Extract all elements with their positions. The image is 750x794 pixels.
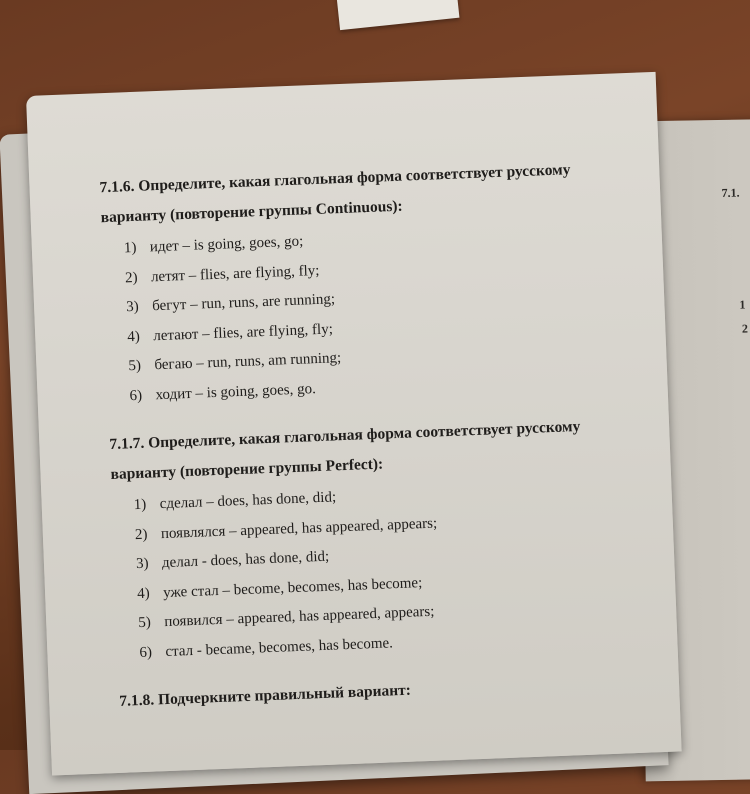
right-page-fragment: 7.1. [721, 185, 740, 200]
right-page-fragment: 1 [739, 297, 746, 312]
item-number: 5) [128, 357, 142, 375]
item-text: летают – flies, are flying, fly; [152, 320, 334, 344]
item-text: идет – is going, goes, go; [149, 233, 304, 256]
item-number: 4) [136, 585, 150, 602]
item-number: 6) [129, 387, 143, 404]
exercise-title: 7.1.6. Определите, какая глагольная форма соответствует русскому [99, 161, 571, 197]
item-number: 3) [135, 555, 149, 573]
exercise-title-cont: варианту (повторение группы Continuous): [100, 197, 403, 227]
item-text: уже стал – become, becomes, has become; [162, 574, 423, 601]
right-page-fragment: 2 [741, 321, 749, 336]
textbook-page [26, 72, 682, 776]
item-number: 1) [123, 239, 137, 257]
exercise-7-1-8 [119, 665, 680, 716]
exercise-title: 7.1.7. Определите, какая глагольная форма соответствует русскому [109, 417, 581, 454]
exercise-list [101, 214, 667, 412]
item-text: стал - became, becomes, has become. [165, 634, 394, 660]
item-number: 2) [134, 526, 148, 543]
item-number: 5) [138, 614, 152, 632]
exercise-title: 7.1.8. Подчеркните правильный вариант: [118, 681, 412, 710]
item-number: 1) [133, 496, 147, 514]
item-text: ходит – is going, goes, go. [155, 380, 317, 403]
exercise-7-1-7 [109, 409, 678, 669]
item-number: 3) [125, 298, 139, 316]
item-text: бегут – run, runs, are running; [151, 291, 336, 315]
item-text: появлялся – appeared, has appeared, appears; [160, 515, 438, 542]
item-text: появился – appeared, has appeared, appears; [163, 603, 435, 631]
item-number: 2) [124, 269, 138, 286]
item-number: 6) [139, 644, 153, 661]
exercise-list [111, 471, 677, 669]
page-content [99, 152, 680, 735]
item-text: бегаю – run, runs, am running; [154, 350, 342, 374]
item-number: 4) [127, 328, 141, 345]
item-text: сделал – does, has done, did; [159, 489, 337, 513]
exercise-7-1-6 [99, 152, 668, 412]
exercise-title-cont: варианту (повторение группы Perfect): [110, 455, 384, 484]
item-text: летят – flies, are flying, fly; [150, 262, 320, 285]
item-text: делал - does, has done, did; [161, 548, 330, 572]
